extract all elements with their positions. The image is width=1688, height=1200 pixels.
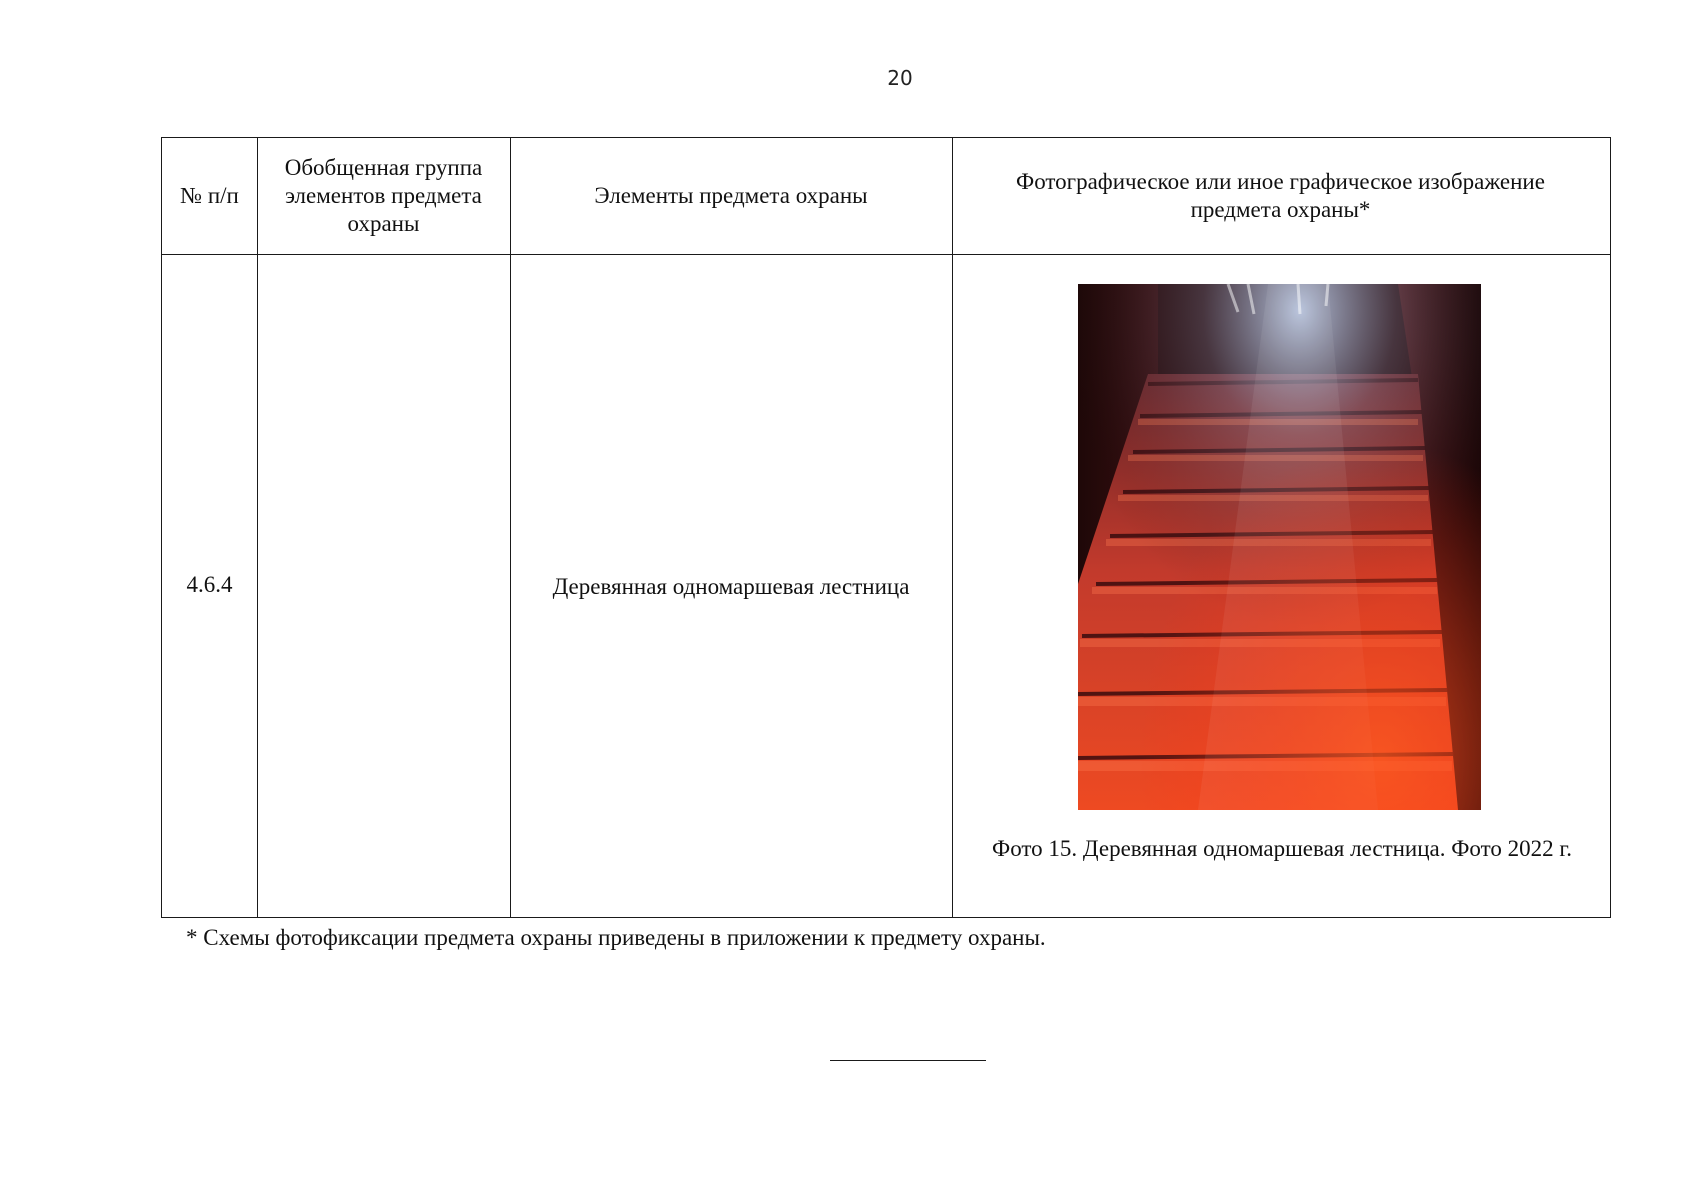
photo-caption: Фото 15. Деревянная одномаршевая лестница. Фото 2022 г.	[992, 836, 1572, 861]
header-elements: Элементы предмета охраны	[594, 183, 868, 208]
header-group: Обобщенная группа элементов предмета охраны	[284, 155, 483, 236]
end-rule	[830, 1060, 986, 1061]
header-number: № п/п	[180, 183, 239, 208]
header-image: Фотографическое или иное графическое изображение предмета охраны*	[1016, 169, 1545, 222]
footnote: * Схемы фотофиксации предмета охраны приведены в приложении к предмету охраны.	[186, 925, 1046, 950]
row-element: Деревянная одномаршевая лестница	[552, 574, 910, 599]
heritage-elements-table	[161, 137, 1611, 918]
staircase-photo	[1078, 284, 1481, 810]
row-group	[257, 254, 510, 916]
staircase-photo-image	[1078, 284, 1481, 810]
row-number: 4.6.4	[186, 572, 233, 597]
page-number: 20	[887, 66, 913, 90]
